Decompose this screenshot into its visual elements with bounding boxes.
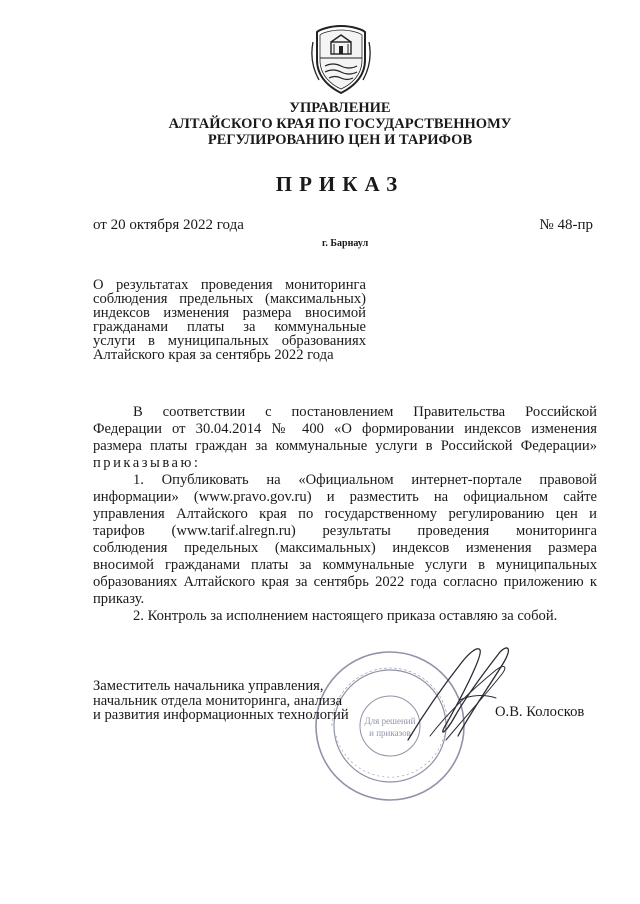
preamble-line: Федерации от 30.04.2014 № 400 «О формировании индексов изменения [93,421,597,437]
subject-line: услуги в муниципальных образованиях [93,333,366,349]
stamp-text-line: Для решений [364,716,416,726]
stamp-text-line: и приказов [369,728,411,738]
document-subject [93,278,366,362]
coat-of-arms-emblem [309,22,373,96]
subject-line: Алтайского края за сентябрь 2022 года [93,347,334,363]
position-line: начальник отдела мониторинга, анализа [93,692,343,709]
position-line: и развития информационных технологий [93,707,349,723]
document-date: от 20 октября 2022 года [93,217,244,233]
signatory-name: О.В. Колосков [495,704,585,720]
preamble-line: размера платы граждан за коммунальные услуги в Российской Федерации» [93,438,597,454]
position-line: Заместитель начальника управления, [93,678,324,694]
document-number: № 48-пр [539,217,593,233]
org-line: АЛТАЙСКОГО КРАЯ ПО ГОСУДАРСТВЕННОМУ [168,116,512,132]
item1-line: управления Алтайского края по государственному регулированию цен и [93,506,597,522]
document-body [93,404,597,625]
organization-name [100,100,580,148]
item1-line: соблюдения предельных (максимальных) индексов изменения размера [93,540,597,556]
subject-line: индексов изменения размера вносимой [93,305,366,321]
document-city: г. Барнаул [322,238,369,249]
org-line: РЕГУЛИРОВАНИЮ ЦЕН И ТАРИФОВ [207,132,473,148]
item1-line: вносимой гражданами платы за коммунальные услуги в муниципальных [93,557,597,573]
document-title: ПРИКАЗ [275,172,405,196]
handwritten-signature [400,640,520,750]
item1-line: образованиях Алтайского края за сентябрь 2022 года согласно приложению к [93,574,597,590]
signatory-position [93,679,349,723]
item2-line: 2. Контроль за исполнением настоящего приказа оставляю за собой. [133,608,558,624]
subject-line: соблюдения предельных (максимальных) [93,291,366,307]
item1-line: тарифов (www.tarif.alregn.ru) результаты проведения мониторинга [93,523,597,539]
item1-line: информации» (www.pravo.gov.ru) и разместить на официальном сайте [93,489,597,505]
item1-line: приказу. [93,591,145,607]
subject-line: О результатах проведения мониторинга [93,277,366,293]
subject-line: гражданами платы за коммунальные [93,319,366,335]
preamble-line: В соответствии с постановлением Правительства Российской [133,404,597,420]
item1-line: 1. Опубликовать на «Официальном интернет-портале правовой [133,472,597,488]
org-line: УПРАВЛЕНИЕ [289,100,391,116]
order-word: приказываю: [93,455,201,471]
